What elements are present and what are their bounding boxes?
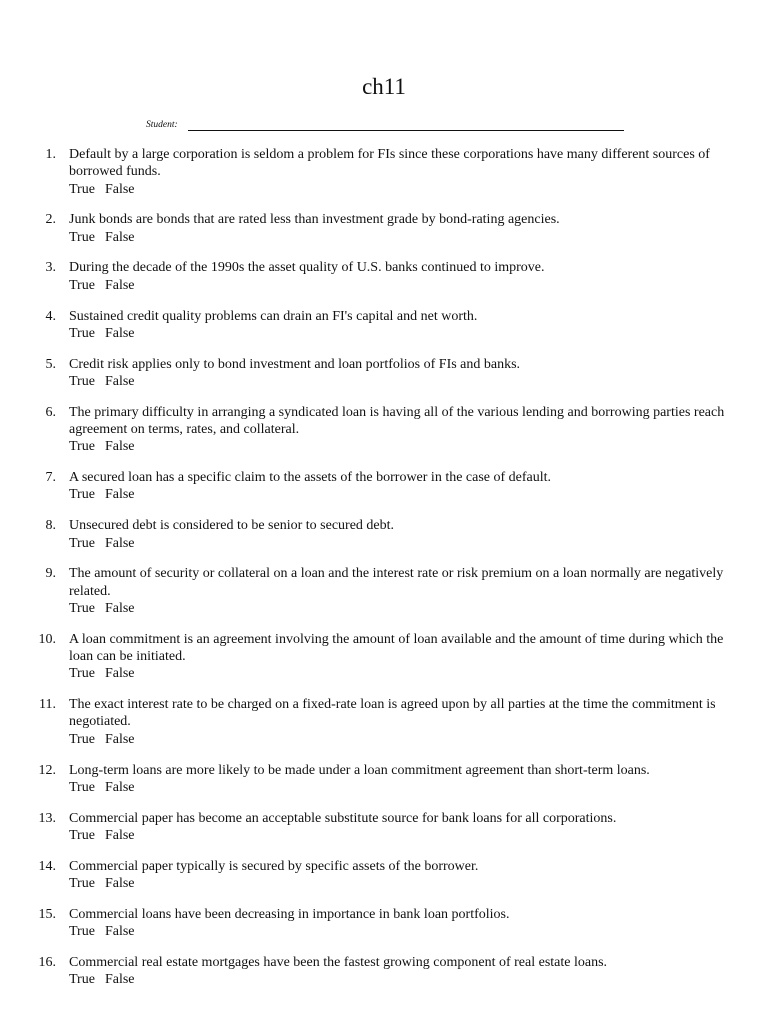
question-item bbox=[0, 810, 768, 845]
question-text: Credit risk applies only to bond investment and loan portfolios of FIs and banks. bbox=[69, 356, 521, 372]
answer-true-option[interactable]: True bbox=[69, 779, 95, 795]
question-text: The primary difficulty in arranging a syndicated loan is having all of the various lending and borrowing parties reach agreement on terms, rates, and collateral. bbox=[69, 404, 725, 438]
question-item bbox=[0, 356, 768, 391]
question-item bbox=[0, 762, 768, 797]
question-item bbox=[0, 211, 768, 246]
question-text: Junk bonds are bonds that are rated less than investment grade by bond-rating agencies. bbox=[69, 212, 560, 228]
answer-false-option[interactable]: False bbox=[104, 325, 135, 341]
question-item bbox=[0, 954, 768, 989]
answer-false-option[interactable]: False bbox=[104, 924, 135, 940]
question-number: 12. bbox=[38, 762, 56, 778]
answer-true-option[interactable]: True bbox=[69, 229, 95, 245]
answer-true-option[interactable]: True bbox=[69, 181, 95, 197]
question-number: 10. bbox=[38, 631, 56, 647]
question-item bbox=[0, 469, 768, 504]
answer-options bbox=[69, 875, 732, 892]
answer-false-option[interactable]: False bbox=[104, 277, 135, 293]
answer-options bbox=[69, 779, 732, 796]
question-number: 14. bbox=[38, 858, 56, 874]
question-text: Unsecured debt is considered to be senior to secured debt. bbox=[69, 518, 395, 534]
answer-false-option[interactable]: False bbox=[104, 972, 135, 988]
question-item bbox=[0, 146, 768, 198]
answer-options bbox=[69, 731, 732, 748]
answer-false-option[interactable]: False bbox=[104, 600, 135, 616]
question-list bbox=[0, 146, 768, 1002]
answer-options bbox=[69, 181, 732, 198]
answer-false-option[interactable]: False bbox=[104, 827, 135, 843]
answer-false-option[interactable]: False bbox=[104, 229, 135, 245]
answer-options bbox=[69, 600, 732, 617]
question-text: A loan commitment is an agreement involving the amount of loan available and the amount of time during which the loan can be initiated. bbox=[69, 631, 724, 665]
answer-true-option[interactable]: True bbox=[69, 535, 95, 551]
answer-true-option[interactable]: True bbox=[69, 827, 95, 843]
answer-false-option[interactable]: False bbox=[104, 439, 135, 455]
question-number: 5. bbox=[45, 356, 56, 372]
question-number: 7. bbox=[45, 470, 56, 486]
question-text: Sustained credit quality problems can drain an FI's capital and net worth. bbox=[69, 308, 478, 324]
question-number: 11. bbox=[39, 697, 56, 713]
question-number: 9. bbox=[45, 566, 56, 582]
question-item bbox=[0, 906, 768, 941]
question-number: 16. bbox=[38, 954, 56, 970]
answer-false-option[interactable]: False bbox=[104, 181, 135, 197]
page-title: ch11 bbox=[362, 74, 406, 99]
answer-true-option[interactable]: True bbox=[69, 924, 95, 940]
answer-options bbox=[69, 486, 732, 503]
answer-false-option[interactable]: False bbox=[104, 535, 135, 551]
answer-options bbox=[69, 229, 732, 246]
answer-false-option[interactable]: False bbox=[104, 731, 135, 747]
question-number: 15. bbox=[38, 906, 56, 922]
answer-true-option[interactable]: True bbox=[69, 487, 95, 503]
question-text: The amount of security or collateral on a loan and the interest rate or risk premium on a loan normally are negatively related. bbox=[69, 566, 724, 599]
question-number: 13. bbox=[38, 810, 56, 826]
question-item bbox=[0, 631, 768, 683]
answer-options bbox=[69, 827, 732, 844]
question-text: Commercial loans have been decreasing in importance in bank loan portfolios. bbox=[69, 906, 510, 922]
student-name-rule bbox=[188, 130, 624, 131]
question-text: The exact interest rate to be charged on a fixed-rate loan is agreed upon by all parties at the time the commitment is negotiated. bbox=[69, 697, 716, 730]
answer-true-option[interactable]: True bbox=[69, 876, 95, 891]
question-number: 8. bbox=[45, 518, 56, 534]
question-item bbox=[0, 696, 768, 748]
answer-options bbox=[69, 923, 732, 940]
answer-true-option[interactable]: True bbox=[69, 600, 95, 616]
question-text: Commercial paper typically is secured by specific assets of the borrower. bbox=[69, 858, 479, 874]
question-number: 6. bbox=[45, 404, 56, 420]
question-text: A secured loan has a specific claim to the assets of the borrower in the case of default. bbox=[69, 470, 552, 486]
question-number: 4. bbox=[45, 308, 56, 324]
question-text: During the decade of the 1990s the asset quality of U.S. banks continued to improve. bbox=[69, 260, 545, 276]
answer-false-option[interactable]: False bbox=[104, 666, 135, 682]
answer-true-option[interactable]: True bbox=[69, 972, 95, 988]
answer-options bbox=[69, 325, 732, 342]
answer-false-option[interactable]: False bbox=[104, 876, 135, 891]
answer-false-option[interactable]: False bbox=[104, 779, 135, 795]
question-item bbox=[0, 565, 768, 617]
answer-true-option[interactable]: True bbox=[69, 277, 95, 293]
answer-true-option[interactable]: True bbox=[69, 439, 95, 455]
answer-true-option[interactable]: True bbox=[69, 325, 95, 341]
answer-options bbox=[69, 971, 732, 988]
answer-options bbox=[69, 373, 732, 390]
answer-options bbox=[69, 665, 732, 682]
question-text: Commercial paper has become an acceptable substitute source for bank loans for all corporations. bbox=[69, 810, 617, 826]
answer-true-option[interactable]: True bbox=[69, 731, 95, 747]
student-label: Student: bbox=[146, 120, 178, 130]
question-text: Default by a large corporation is seldom a problem for FIs since these corporations have many different sources of borrowed funds. bbox=[69, 147, 710, 180]
question-number: 3. bbox=[45, 260, 56, 276]
answer-options bbox=[69, 277, 732, 294]
question-number: 2. bbox=[45, 212, 56, 228]
question-item bbox=[0, 858, 768, 893]
question-item bbox=[0, 517, 768, 552]
question-text: Long-term loans are more likely to be made under a loan commitment agreement than short-term loans. bbox=[69, 762, 650, 778]
student-name-line bbox=[146, 118, 624, 134]
question-text: Commercial real estate mortgages have been the fastest growing component of real estate loans. bbox=[69, 954, 608, 970]
question-item bbox=[0, 308, 768, 343]
answer-options bbox=[69, 535, 732, 552]
answer-true-option[interactable]: True bbox=[69, 666, 95, 682]
answer-false-option[interactable]: False bbox=[104, 373, 135, 389]
question-number: 1. bbox=[45, 147, 56, 162]
answer-true-option[interactable]: True bbox=[69, 373, 95, 389]
question-item bbox=[0, 259, 768, 294]
answer-options bbox=[69, 438, 732, 455]
question-item bbox=[0, 404, 768, 456]
answer-false-option[interactable]: False bbox=[104, 487, 135, 503]
